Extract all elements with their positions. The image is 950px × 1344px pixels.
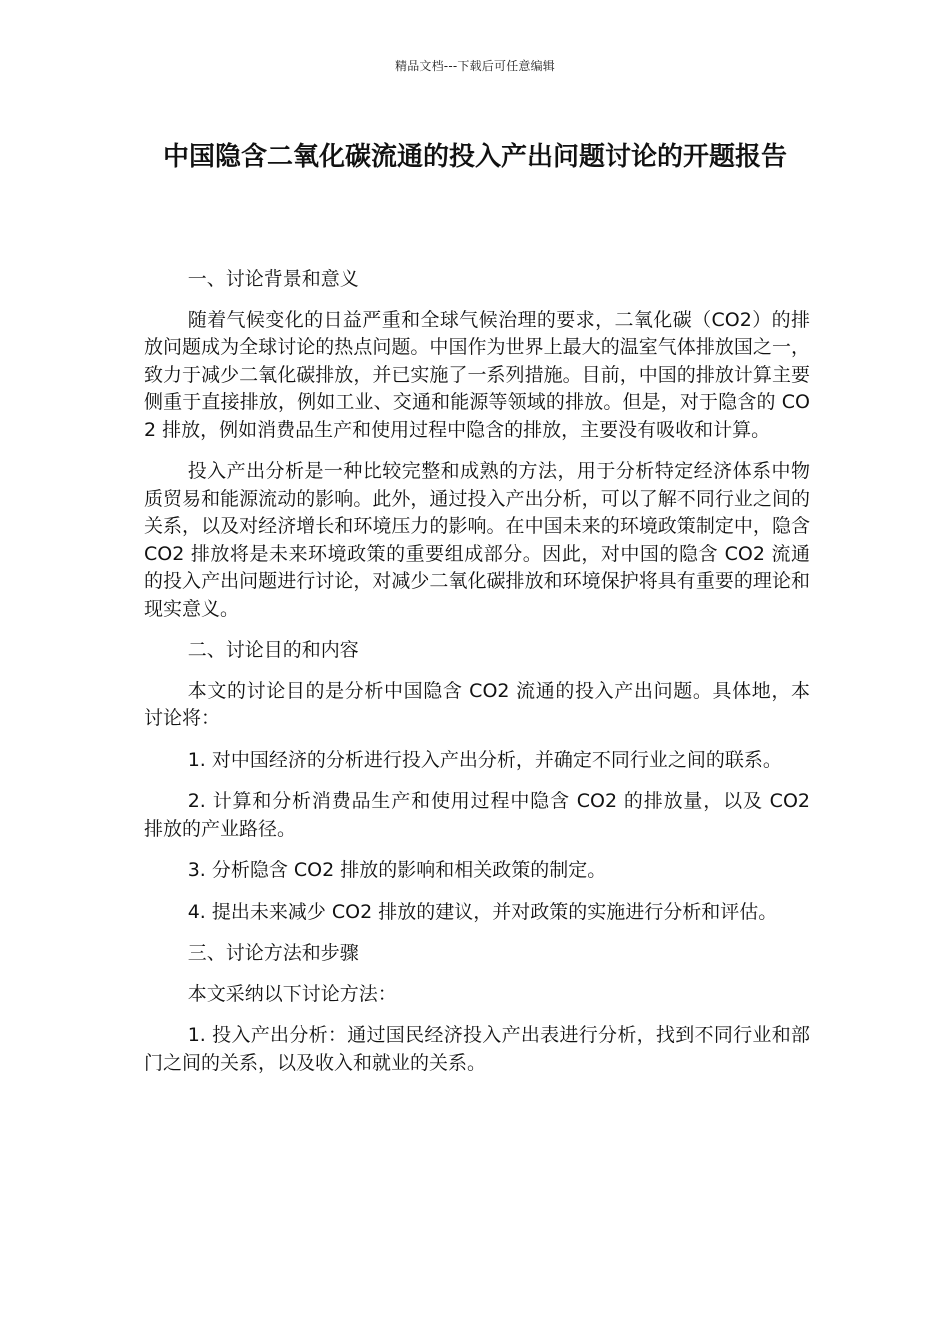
document-title: 中国隐含二氧化碳流通的投入产出问题讨论的开题报告 [162, 142, 787, 172]
list-item-purpose-2: 2. 计算和分析消费品生产和使用过程中隐含 CO2 的排放量，以及 CO2 排放的产业路径。 [144, 790, 810, 840]
page-header-watermark: 精品文档---下载后可任意编辑 [395, 59, 555, 73]
list-item-purpose-1: 1. 对中国经济的分析进行投入产出分析，并确定不同行业之间的联系。 [187, 748, 782, 771]
paragraph-purpose-intro: 本文的讨论目的是分析中国隐含 CO2 流通的投入产出问题。具体地，本讨论将： [144, 679, 810, 729]
section-heading-purpose: 二、讨论目的和内容 [187, 639, 359, 661]
paragraph-background-1: 随着气候变化的日益严重和全球气候治理的要求，二氧化碳（CO2）的排放问题成为全球讨论的热点问题。中国作为世界上最大的温室气体排放国之一，致力于减少二氧化碳排放，并已实施了一系列措施。目前，中国的排放计算主要侧重于直接排放，例如工业、交通和能源等领域的排放。但是，对于隐含的 CO2 排放，例如消费品生产和使用过程中隐含的排放，主要没有吸收和计算。 [144, 308, 810, 441]
list-item-methods-1: 1. 投入产出分析：通过国民经济投入产出表进行分析，找到不同行业和部门之间的关系，以及收入和就业的关系。 [144, 1024, 810, 1074]
document-body [144, 266, 810, 1091]
list-item-purpose-4: 4. 提出未来减少 CO2 排放的建议，并对政策的实施进行分析和评估。 [187, 900, 778, 923]
section-heading-background: 一、讨论背景和意义 [187, 268, 359, 290]
paragraph-methods-intro: 本文采纳以下讨论方法： [187, 982, 397, 1005]
paragraph-background-2: 投入产出分析是一种比较完整和成熟的方法，用于分析特定经济体系中物质贸易和能源流动的影响。此外，通过投入产出分析，可以了解不同行业之间的关系，以及对经济增长和环境压力的影响。在中国未来的环境政策制定中，隐含 CO2 排放将是未来环境政策的重要组成部分。因此，对中国的隐含 CO2 流通的投入产出问题进行讨论，对减少二氧化碳排放和环境保护将具有重要的理论和现实意义。 [144, 460, 810, 620]
section-heading-methods: 三、讨论方法和步骤 [187, 942, 359, 964]
list-item-purpose-3: 3. 分析隐含 CO2 排放的影响和相关政策的制定。 [187, 859, 607, 881]
